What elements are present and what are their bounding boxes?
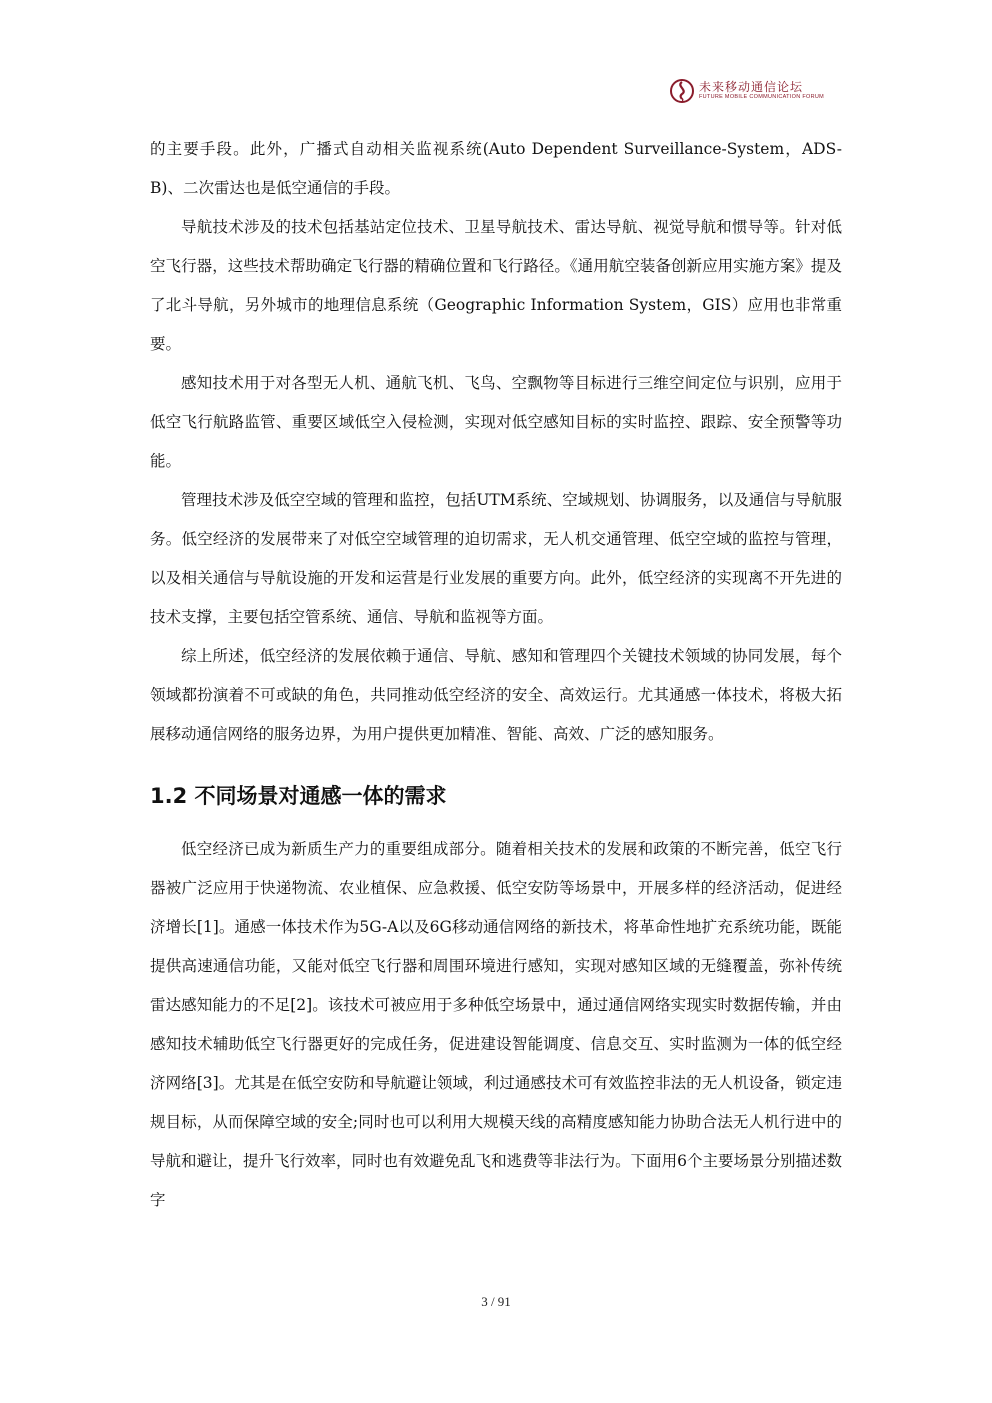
paragraph: 导航技术涉及的技术包括基站定位技术、卫星导航技术、雷达导航、视觉导航和惯导等。针对低空飞行器，这些技术帮助确定飞行器的精确位置和飞行路径。《通用航空装备创新应用实施方案》提及了北斗导航，另外城市的地理信息系统（Geographic Information System，GIS）应用也非常重要。: [150, 218, 842, 353]
paragraph: 综上所述，低空经济的发展依赖于通信、导航、感知和管理四个关键技术领域的协同发展，每个领域都扮演着不可或缺的角色，共同推动低空经济的安全、高效运行。尤其通感一体技术，将极大拓展移动通信网络的服务边界，为用户提供更加精准、智能、高效、广泛的感知服务。: [150, 647, 842, 743]
logo-chinese-name: 未来移动通信论坛: [699, 80, 804, 95]
document-body: [150, 130, 842, 1220]
paragraph: 低空经济已成为新质生产力的重要组成部分。随着相关技术的发展和政策的不断完善，低空飞行器被广泛应用于快递物流、农业植保、应急救援、低空安防等场景中，开展多样的经济活动，促进经济增长[1]。通感一体技术作为5G-A以及6G移动通信网络的新技术，将革命性地扩充系统功能，既能提供高速通信功能，又能对低空飞行器和周围环境进行感知，实现对感知区域的无缝覆盖，弥补传统雷达感知能力的不足[2]。该技术可被应用于多种低空场景中，通过通信网络实现实时数据传输，并由感知技术辅助低空飞行器更好的完成任务，促进建设智能调度、信息交互、实时监测为一体的低空经济网络[3]。尤其是在低空安防和导航避让领域，利过通感技术可有效监控非法的无人机设备，锁定违规目标，从而保障空域的安全;同时也可以利用大规模天线的高精度感知能力协助合法无人机行进中的导航和避让，提升飞行效率，同时也有效避免乱飞和逃费等非法行为。下面用6个主要场景分别描述数字: [150, 840, 842, 1209]
page-header: [669, 78, 824, 104]
paragraph: 的主要手段。此外，广播式自动相关监视系统(Auto Dependent Surveillance-System，ADS-B)、二次雷达也是低空通信的手段。: [150, 140, 842, 197]
page-number: 3 / 91: [481, 1294, 511, 1309]
paragraph: 管理技术涉及低空空域的管理和监控，包括UTM系统、空域规划、协调服务，以及通信与导航服务。低空经济的发展带来了对低空空域管理的迫切需求，无人机交通管理、低空空域的监控与管理，以及相关通信与导航设施的开发和运营是行业发展的重要方向。此外，低空经济的实现离不开先进的技术支撑，主要包括空管系统、通信、导航和监视等方面。: [150, 491, 842, 626]
logo-english-name: FUTURE MOBILE COMMUNICATION FORUM: [699, 94, 824, 101]
paragraph: 感知技术用于对各型无人机、通航飞机、飞鸟、空飘物等目标进行三维空间定位与识别，应用于低空飞行航路监管、重要区域低空入侵检测，实现对低空感知目标的实时监控、跟踪、安全预警等功能。: [150, 374, 842, 470]
section-heading: 1.2 不同场景对通感一体的需求: [150, 784, 447, 808]
logo-text: [699, 81, 824, 101]
forum-logo-icon: [669, 78, 695, 104]
